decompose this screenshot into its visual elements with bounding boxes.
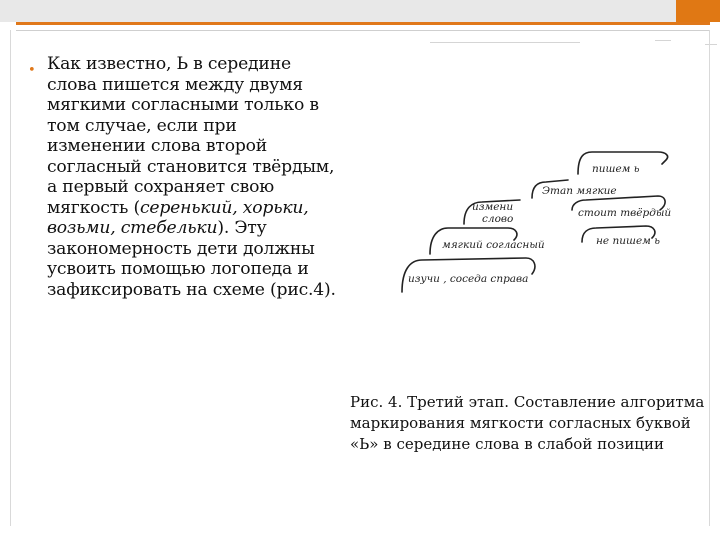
decor-line xyxy=(430,42,580,43)
figure-label-step1: пишем ь xyxy=(592,163,640,175)
figure-label-step5: не пишем ь xyxy=(596,235,660,247)
paragraph-text-end: ). Эту закономерность дети должны усвоить помощью логопеда и зафиксировать на схеме (рис.4). xyxy=(47,218,336,300)
header-thin-rule xyxy=(16,30,710,31)
scheme-drawing xyxy=(396,146,686,302)
frame-left xyxy=(10,30,11,526)
figure-label-step6: мягкий согласный xyxy=(442,239,545,251)
top-band-accent xyxy=(676,0,720,22)
paragraph-text: Как известно, Ь в середине слова пишется между двумя мягкими согласными только в том случае, если при изменении слова второй согласный становится твёрдым, а первый сохраняет свою мягкость ( xyxy=(47,54,335,218)
figure-label-step3: стоит твёрдый xyxy=(578,207,672,219)
figure-label-step4b: слово xyxy=(482,213,514,225)
figure-label-step4a: измени xyxy=(472,201,514,213)
figure-label-step2: Этап мягкие xyxy=(542,185,617,197)
decor-line xyxy=(705,44,717,45)
paragraph-examples: серенький, хорьки, возьми, стебельки xyxy=(47,197,309,238)
body-paragraph xyxy=(47,54,337,300)
top-band xyxy=(0,0,720,22)
header-rule xyxy=(16,22,710,25)
figure-scheme xyxy=(396,146,686,302)
decor-line xyxy=(655,40,671,41)
figure-label-step7: изучи , соседа справа xyxy=(408,273,529,285)
bullet-marker: • xyxy=(28,63,36,78)
figure-caption: Рис. 4. Третий этап. Составление алгоритма маркирования мягкости согласных буквой «Ь» в середине слова в слабой позиции xyxy=(350,393,705,453)
